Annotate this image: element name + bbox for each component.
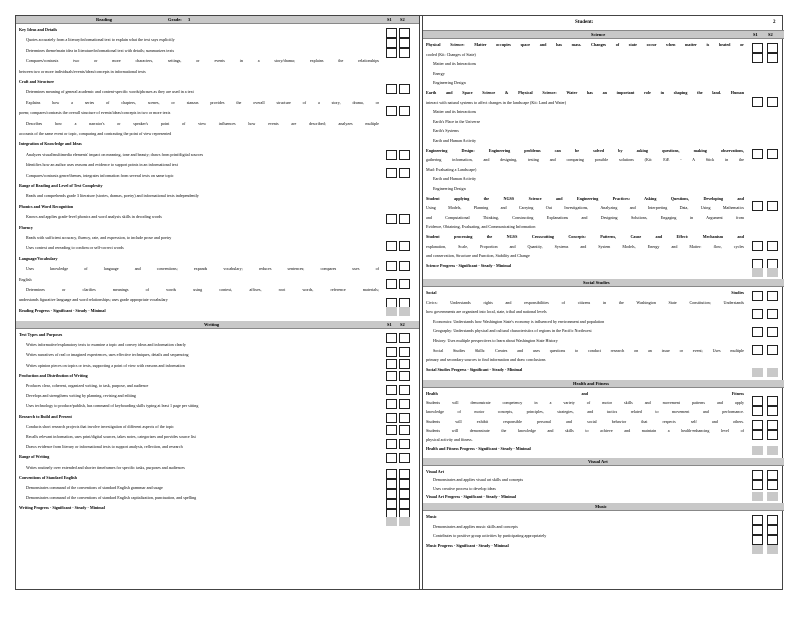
standard-line: Writes narratives of real or imagined experiences, uses effective techniques, details and sequencing: [26, 352, 189, 358]
semester-1-checkbox[interactable]: [386, 333, 397, 343]
grade-value: 3: [188, 17, 191, 22]
semester-2-checkbox[interactable]: [399, 38, 410, 48]
semester-2-checkbox[interactable]: [399, 489, 410, 499]
semester-2-checkbox[interactable]: [399, 279, 410, 289]
social-studies-header-bar: [423, 279, 784, 287]
standard-line: Earth and Human Activity: [433, 176, 477, 182]
semester-2-checkbox[interactable]: [399, 106, 410, 116]
standard-line: Compares/contrasts two or more characters, settings, or events in a story/drama; explains the relationships: [26, 58, 379, 64]
progress-s2-shaded-cell: [767, 492, 778, 501]
semester-1-checkbox[interactable]: [386, 425, 397, 435]
semester-2-checkbox[interactable]: [767, 406, 778, 416]
standard-line: Determines or clarifies meanings of words using context, affixes, root words, reference materials;: [26, 287, 379, 292]
standard-line: Matter and its Interactions: [433, 109, 477, 115]
standard-line: Earth's Place in the Universe: [433, 118, 481, 124]
standard-line: English: [19, 276, 32, 282]
section-heading: Production and Distribution of Writing: [19, 372, 88, 378]
section-heading: Health and Fitness: [426, 391, 744, 396]
music-section: [423, 511, 784, 561]
semester-1-checkbox[interactable]: [386, 28, 397, 38]
semester-2-checkbox[interactable]: [399, 453, 410, 463]
section-heading: Social Studies: [426, 290, 744, 295]
standard-line: understands figurative language and word relationships; uses grade appropriate vocabulary: [19, 297, 168, 303]
semester-2-checkbox[interactable]: [767, 470, 778, 480]
standard-line: History: Uses multiple perspectives to learn about Washington State History: [433, 338, 558, 343]
standard-line: and Computational Thinking, Constructing Explanations and Designing Solutions, Engaging in Argument from: [426, 214, 744, 220]
semester-1-checkbox[interactable]: [752, 396, 763, 406]
semester-1-checkbox[interactable]: [752, 201, 763, 211]
progress-s1-shaded-cell: [752, 268, 763, 277]
standard-line: knowledge of motor concepts, principles, strategies, and tactics related to movement and performance.: [426, 409, 744, 415]
section-heading: Student applying the NGSS Science and Engineering Practices: Asking Questions, Developing and: [426, 195, 744, 201]
standard-line: Contributes to positive group activities by participating appropriately: [433, 533, 547, 538]
standard-line: Civics: Understands rights and responsibilities of citizens in the Washington State Constitution; Understands: [426, 299, 744, 305]
s2-header: S2: [400, 17, 405, 22]
semester-1-checkbox[interactable]: [752, 470, 763, 480]
s1-header: S1: [753, 32, 758, 37]
standard-line: cooled (Kit: Changes of State): [426, 51, 476, 57]
standard-line: Explains how a series of chapters, scenes, or stanzas provides the overall structure of a story, drama, or: [26, 99, 379, 105]
standard-line: Earth and Human Activity: [433, 138, 477, 143]
progress-s1-shaded-cell: [752, 492, 763, 501]
semester-1-checkbox[interactable]: [386, 347, 397, 357]
standard-line: Demonstrates command of the conventions of standard English grammar and usage: [26, 485, 163, 490]
section-heading: Earth and Space Science & Physical Science: Water has an important role in shaping the land. Human: [426, 90, 744, 95]
writing-title: Writing: [204, 322, 220, 327]
section-heading: Fluency: [19, 224, 33, 230]
section-heading: Social Studies Progress - Significant - Steady - Minimal: [426, 366, 523, 372]
semester-2-checkbox[interactable]: [399, 168, 410, 178]
section-heading: Music: [426, 514, 437, 519]
standard-line: Matter and its Interactions: [433, 61, 477, 67]
semester-1-checkbox[interactable]: [386, 84, 397, 94]
grade-label: Grade:: [168, 17, 182, 22]
science-title: Science: [591, 32, 606, 37]
section-heading: Craft and Structure: [19, 79, 54, 84]
section-heading: Visual Art Progress - Significant - Steady - Minimal: [426, 494, 516, 500]
standard-line: interact with natural systems to affect changes in the landscape (Kit: Land and Water): [426, 99, 567, 105]
standard-line: Engineering Design: [433, 186, 466, 191]
progress-s2-shaded-cell: [767, 446, 778, 455]
science-header-bar: [423, 31, 784, 39]
standard-line: and conservation, Structure and Function, Stability and Change: [426, 253, 530, 259]
standard-line: Describes how a narrator's or speaker's point of view influences how events are described; analyzes multiple: [26, 120, 379, 126]
progress-s1-shaded-cell: [752, 545, 763, 554]
section-heading: Science Progress - Significant - Steady - Minimal: [426, 262, 512, 268]
semester-2-checkbox[interactable]: [399, 425, 410, 435]
section-heading: Key Ideas and Details: [19, 27, 58, 32]
standard-line: Writes informative/explanatory texts to examine a topic and convey ideas and information clearly: [26, 342, 186, 348]
standard-line: Writes routinely over extended and shorter timeframes for specific tasks, purposes and audiences: [26, 464, 185, 470]
standard-line: physical activity and fitness.: [426, 437, 473, 442]
semester-2-checkbox[interactable]: [767, 535, 778, 545]
standard-line: Energy: [433, 70, 445, 76]
semester-1-checkbox[interactable]: [386, 106, 397, 116]
section-heading: Music Progress - Significant - Steady - Minimal: [426, 542, 509, 548]
semester-1-checkbox[interactable]: [752, 291, 763, 301]
standard-line: Students will demonstrate the knowledge and skills to achieve and maintain a health-enhancing level of: [426, 427, 744, 433]
semester-2-checkbox[interactable]: [399, 28, 410, 38]
semester-2-checkbox[interactable]: [399, 359, 410, 369]
standard-line: Identifies how an author uses reasons and evidence to support points in an informational text: [26, 162, 178, 168]
standard-line: Knows and applies grade-level phonics and word analysis skills in decoding words: [26, 214, 162, 220]
progress-s1-shaded-cell: [752, 368, 763, 377]
semester-1-checkbox[interactable]: [386, 479, 397, 489]
semester-1-checkbox[interactable]: [752, 480, 763, 490]
music-header-bar: [423, 503, 784, 511]
semester-1-checkbox[interactable]: [752, 406, 763, 416]
right-column: [422, 16, 784, 589]
semester-2-checkbox[interactable]: [399, 333, 410, 343]
semester-1-checkbox[interactable]: [386, 439, 397, 449]
section-heading: Conventions of Standard English: [19, 474, 77, 480]
semester-1-checkbox[interactable]: [386, 371, 397, 381]
standard-line: Evidence, Obtaining, Evaluating, and Communicating Information: [426, 224, 536, 230]
standard-line: Economics: Understands how Washington State's economy is influenced by environment and population: [433, 318, 605, 324]
standard-line: Draws evidence from literary or informational texts to support analysis, reflection, and research: [26, 444, 183, 450]
semester-2-checkbox[interactable]: [767, 309, 778, 319]
standard-line: Uses creative process to develop ideas: [433, 485, 496, 491]
section-heading: Writing Progress - Significant - Steady - Minimal: [19, 505, 105, 511]
semester-2-checkbox[interactable]: [399, 261, 410, 271]
standard-line: Uses knowledge of language and conventions; expands vocabulary; reduces sentences; compares uses of: [26, 266, 379, 272]
semester-2-checkbox[interactable]: [767, 43, 778, 53]
semester-2-checkbox[interactable]: [767, 241, 778, 251]
music-title: Music: [595, 504, 607, 509]
standard-line: between two or more individuals/events/ideas/concepts in informational texts: [19, 68, 146, 74]
semester-2-checkbox[interactable]: [767, 291, 778, 301]
standard-line: how governments are organized into local, state, tribal and national levels: [426, 309, 547, 315]
s2-header: S2: [768, 32, 773, 37]
semester-2-checkbox[interactable]: [767, 420, 778, 430]
standard-line: Uses technology to produce/publish, has command of keyboarding skills typing at least 1 page per sitting: [26, 403, 199, 409]
semester-1-checkbox[interactable]: [386, 214, 397, 224]
standard-line: Students will demonstrate competency in a variety of motor skills and movement patterns and apply: [426, 400, 744, 406]
semester-1-checkbox[interactable]: [386, 489, 397, 499]
semester-2-checkbox[interactable]: [399, 413, 410, 423]
semester-2-checkbox[interactable]: [767, 396, 778, 406]
semester-1-checkbox[interactable]: [752, 525, 763, 535]
section-heading: Engineering Design: Engineering problems can be solved by asking questions, making observations,: [426, 147, 744, 153]
section-heading: Health and Fitness Progress - Significant - Steady - Minimal: [426, 446, 531, 452]
standard-line: Engineering Design: [433, 80, 466, 86]
section-heading: Physical Science: Matter occupies space and has mass. Changes of state occur when matter is heated or: [426, 42, 744, 47]
semester-1-checkbox[interactable]: [386, 453, 397, 463]
semester-1-checkbox[interactable]: [386, 385, 397, 395]
standard-line: accounts of the same event or topic, comparing and contrasting the point of view represented: [19, 131, 172, 136]
semester-2-checkbox[interactable]: [767, 515, 778, 525]
left-column: [16, 16, 420, 589]
semester-2-checkbox[interactable]: [767, 327, 778, 337]
semester-2-checkbox[interactable]: [399, 399, 410, 409]
semester-1-checkbox[interactable]: [386, 469, 397, 479]
visual-art-header-bar: [423, 458, 784, 466]
progress-s2-shaded-cell: [767, 545, 778, 554]
semester-1-checkbox[interactable]: [752, 309, 763, 319]
standard-line: Earth's Systems: [433, 128, 459, 134]
semester-2-checkbox[interactable]: [767, 480, 778, 490]
progress-s2-shaded-cell: [399, 517, 410, 526]
student-header: [423, 16, 784, 31]
semester-1-checkbox[interactable]: [386, 168, 397, 178]
semester-2-checkbox[interactable]: [767, 53, 778, 63]
standard-line: Writes opinion pieces on topics or texts, supporting a point of view with reasons and information: [26, 362, 185, 368]
s1-header: S1: [387, 17, 392, 22]
science-section: [423, 39, 784, 279]
semester-1-checkbox[interactable]: [752, 515, 763, 525]
semester-1-checkbox[interactable]: [752, 241, 763, 251]
standard-line: Uses context and rereading to confirm or self-correct words: [26, 245, 124, 251]
semester-1-checkbox[interactable]: [752, 43, 763, 53]
s2-header: S2: [400, 322, 405, 327]
standard-line: Conducts short research projects that involve investigation of different aspects of the topic: [26, 423, 174, 429]
standard-line: Analyzes visual/multimedia elements' impact on meaning, tone and beauty; draws from print/digital sources: [26, 151, 204, 157]
section-heading: Integration of Knowledge and Ideas: [19, 141, 82, 147]
semester-2-checkbox[interactable]: [767, 525, 778, 535]
semester-2-checkbox[interactable]: [767, 201, 778, 211]
semester-2-checkbox[interactable]: [399, 150, 410, 160]
semester-1-checkbox[interactable]: [752, 53, 763, 63]
semester-1-checkbox[interactable]: [386, 499, 397, 509]
standard-line: Reads and comprehends grade 3 literature (stories, dramas, poetry) and informational texts independently: [26, 193, 199, 199]
standard-line: Mud: Evaluating a Landscape): [426, 166, 477, 172]
writing-header-bar: [16, 321, 419, 329]
standard-line: Recalls relevant information, uses print/digital sources, takes notes, categorizes and provides source list: [26, 434, 196, 439]
standard-line: Geography: Understands physical and cultural characteristics of regions in the Pacific Northwest: [433, 328, 592, 334]
standard-line: Reads with sufficient accuracy, fluency, rate, and expression, to include prose and poetry: [26, 235, 172, 240]
standard-line: Social Studies Skills: Creates and uses questions to conduct research on an issue or event; Uses multiple: [433, 347, 744, 353]
page-number: 2: [773, 20, 776, 25]
standard-line: Demonstrates command of the conventions of standard English capitalization, punctuation, and spelling: [26, 495, 197, 501]
student-label: Student:: [575, 20, 594, 25]
section-heading: Visual Art: [426, 469, 444, 474]
semester-1-checkbox[interactable]: [386, 399, 397, 409]
semester-1-checkbox[interactable]: [386, 261, 397, 271]
semester-2-checkbox[interactable]: [399, 439, 410, 449]
health-header-bar: [423, 380, 784, 388]
semester-2-checkbox[interactable]: [399, 241, 410, 251]
semester-1-checkbox[interactable]: [752, 97, 763, 107]
standard-line: Quotes accurately from a literary/informational text to explain what the text says explicitly: [26, 37, 175, 43]
semester-2-checkbox[interactable]: [767, 345, 778, 355]
semester-1-checkbox[interactable]: [386, 150, 397, 160]
semester-2-checkbox[interactable]: [399, 469, 410, 479]
progress-s1-shaded-cell: [386, 517, 397, 526]
semester-2-checkbox[interactable]: [399, 385, 410, 395]
semester-1-checkbox[interactable]: [752, 420, 763, 430]
standard-line: poem; compares/contrasts the overall structure of events/ideas/concepts in two or more texts: [19, 110, 171, 116]
semester-1-checkbox[interactable]: [386, 413, 397, 423]
section-heading: Text Types and Purposes: [19, 332, 63, 337]
semester-2-checkbox[interactable]: [767, 149, 778, 159]
progress-s2-shaded-cell: [399, 307, 410, 316]
progress-s1-shaded-cell: [752, 446, 763, 455]
progress-s2-shaded-cell: [767, 368, 778, 377]
semester-1-checkbox[interactable]: [752, 430, 763, 440]
standard-line: Determines theme/main idea in literature/informational text with details; summarizes texts: [26, 47, 175, 53]
progress-s2-shaded-cell: [767, 268, 778, 277]
progress-s1-shaded-cell: [386, 307, 397, 316]
semester-2-checkbox[interactable]: [399, 499, 410, 509]
visual-art-title: Visual Art: [588, 459, 608, 464]
section-heading: Student processing the NGSS Crosscutting Concepts: Patterns, Cause and Effect: Mechanism and: [426, 234, 744, 239]
reading-label: Reading: [96, 17, 113, 22]
section-heading: Language/Vocabulary: [19, 255, 58, 261]
standard-line: Students will exhibit responsible personal and social behavior that respects self and others.: [426, 418, 744, 424]
writing-section: [16, 329, 419, 529]
section-heading: Research to Build and Present: [19, 413, 72, 419]
reading-header-bar: [16, 16, 419, 24]
social-studies-title: Social Studies: [583, 280, 610, 285]
visual-art-section: [423, 466, 784, 503]
standard-line: Demonstrates and applies visual art skills and concepts: [433, 477, 524, 483]
standard-line: primary and secondary sources to find information and draw conclusions: [426, 357, 546, 363]
semester-1-checkbox[interactable]: [752, 345, 763, 355]
section-heading: Range of Reading and Level of Text Complexity: [19, 183, 103, 188]
semester-2-checkbox[interactable]: [399, 214, 410, 224]
semester-1-checkbox[interactable]: [386, 279, 397, 289]
semester-1-checkbox[interactable]: [386, 241, 397, 251]
semester-2-checkbox[interactable]: [767, 97, 778, 107]
social-studies-section: [423, 287, 784, 380]
standard-line: Produces clear, coherent, organized writing, to task, purpose, and audience: [26, 383, 149, 388]
health-title: Health and Fitness: [573, 381, 610, 386]
section-heading: Range of Writing: [19, 454, 50, 460]
standard-line: Demonstrates and applies music skills and concepts: [433, 523, 518, 529]
semester-2-checkbox[interactable]: [399, 479, 410, 489]
standard-line: Using Models, Planning and Carrying Out Investigations, Analyzing and Interpreting Data, Using Mathematics: [426, 205, 744, 211]
s1-header: S1: [387, 322, 392, 327]
standard-line: Develops and strengthens writing by planning, revising and editing: [26, 393, 136, 399]
semester-2-checkbox[interactable]: [767, 430, 778, 440]
standard-line: Determines meaning of general academic and content-specific words/phrases as they are used in a text: [26, 89, 194, 95]
semester-2-checkbox[interactable]: [399, 371, 410, 381]
semester-2-checkbox[interactable]: [399, 48, 410, 58]
standard-line: gathering information, and designing, testing and comparing possible solutions (Kit: EiE - A Stick in the: [426, 157, 744, 163]
health-section: [423, 388, 784, 458]
semester-2-checkbox[interactable]: [399, 84, 410, 94]
semester-2-checkbox[interactable]: [399, 347, 410, 357]
reading-section: [16, 24, 419, 321]
standard-line: explanation, Scale, Proportion and Quantity, Systems and System Models, Energy and Matter: flow, cycles: [426, 243, 744, 249]
section-heading: Reading Progress - Significant - Steady - Minimal: [19, 307, 106, 313]
semester-1-checkbox[interactable]: [752, 327, 763, 337]
semester-1-checkbox[interactable]: [386, 48, 397, 58]
standard-line: Compares/contrasts genre/themes, integrates information from several texts on same topic: [26, 172, 174, 178]
semester-1-checkbox[interactable]: [386, 359, 397, 369]
semester-1-checkbox[interactable]: [386, 38, 397, 48]
report-card-page: [15, 15, 783, 590]
section-heading: Phonics and Word Recognition: [19, 203, 74, 209]
semester-1-checkbox[interactable]: [752, 535, 763, 545]
semester-1-checkbox[interactable]: [752, 149, 763, 159]
